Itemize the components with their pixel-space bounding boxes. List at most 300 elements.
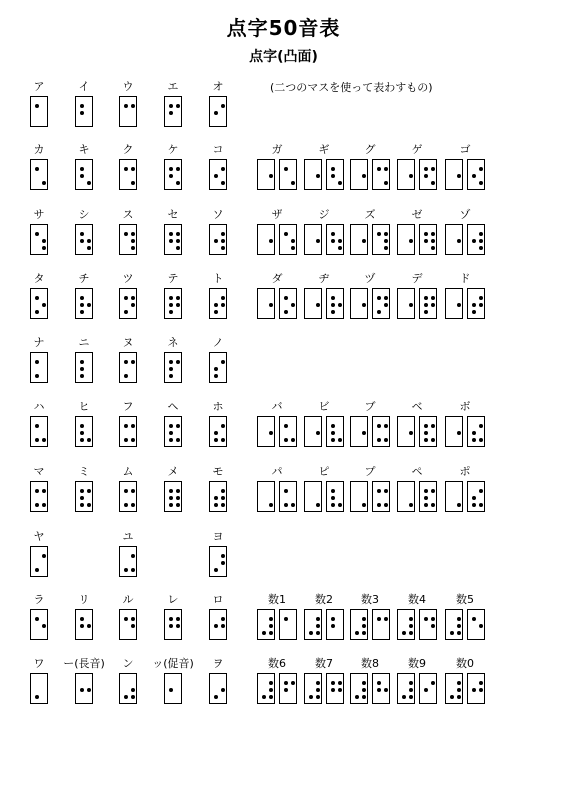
braille-dot <box>472 503 476 507</box>
braille-dot <box>424 167 428 171</box>
braille-cell <box>209 159 227 190</box>
kana-label: ゾ <box>459 208 471 221</box>
braille-cell <box>209 224 227 255</box>
kana-label: バ <box>271 400 283 413</box>
braille-dot <box>338 438 342 442</box>
braille-dot <box>338 688 342 692</box>
braille-cell <box>279 416 297 447</box>
braille-cell <box>304 673 322 704</box>
braille-dot <box>431 303 435 307</box>
braille-dot <box>87 438 91 442</box>
braille-dot <box>269 239 273 243</box>
braille-cell <box>75 159 93 190</box>
braille-dot <box>431 424 435 428</box>
braille-dot <box>479 181 483 185</box>
kana-label: ニ <box>78 336 90 349</box>
braille-dot <box>269 695 273 699</box>
braille-dot <box>284 438 288 442</box>
kana-label: ミ <box>78 465 90 478</box>
braille-cell <box>119 96 137 127</box>
braille-dot <box>479 424 483 428</box>
braille-dot <box>131 246 135 250</box>
braille-dot <box>409 681 413 685</box>
braille-dot <box>131 232 135 236</box>
braille-dot <box>214 624 218 628</box>
braille-dot <box>284 232 288 236</box>
braille-dot <box>124 232 128 236</box>
braille-dot <box>331 303 335 307</box>
braille-cell <box>30 96 48 127</box>
braille-cell <box>445 224 463 255</box>
braille-dot <box>176 489 180 493</box>
braille-dot <box>431 489 435 493</box>
kana-label: 数7 <box>315 657 333 670</box>
braille-cell <box>304 159 322 190</box>
braille-dot <box>42 624 46 628</box>
braille-cell <box>419 673 437 704</box>
braille-dot <box>424 296 428 300</box>
braille-cell <box>304 224 322 255</box>
braille-dot <box>384 232 388 236</box>
braille-dot <box>214 174 218 178</box>
braille-dot <box>87 503 91 507</box>
kana-label: 数3 <box>361 593 379 606</box>
braille-dot <box>80 360 84 364</box>
braille-dot <box>479 688 483 692</box>
braille-dot <box>221 624 225 628</box>
braille-dot <box>316 624 320 628</box>
braille-dot <box>457 503 461 507</box>
braille-dot <box>409 617 413 621</box>
braille-dot <box>221 360 225 364</box>
kana-label: ボ <box>459 400 471 413</box>
braille-dot <box>221 181 225 185</box>
braille-dot <box>316 503 320 507</box>
braille-dot <box>291 303 295 307</box>
braille-cell <box>119 352 137 383</box>
braille-cell <box>75 481 93 512</box>
braille-dot <box>291 239 295 243</box>
kana-label: 数6 <box>268 657 286 670</box>
braille-dot <box>124 617 128 621</box>
braille-dot <box>457 681 461 685</box>
braille-dot <box>80 111 84 115</box>
braille-dot <box>169 239 173 243</box>
braille-dot <box>221 503 225 507</box>
braille-dot <box>221 617 225 621</box>
kana-label: ワ <box>33 657 45 670</box>
braille-dot <box>331 239 335 243</box>
braille-cell <box>279 481 297 512</box>
braille-dot <box>377 438 381 442</box>
braille-dot <box>377 296 381 300</box>
braille-cell <box>75 288 93 319</box>
braille-dot <box>35 424 39 428</box>
braille-dot <box>176 181 180 185</box>
braille-dot <box>80 624 84 628</box>
braille-dot <box>362 303 366 307</box>
braille-cell <box>304 609 322 640</box>
braille-dot <box>169 503 173 507</box>
kana-label: コ <box>212 143 224 156</box>
braille-dot <box>176 296 180 300</box>
kana-label: カ <box>33 143 45 156</box>
braille-dot <box>424 438 428 442</box>
kana-label: イ <box>78 80 90 93</box>
braille-dot <box>131 438 135 442</box>
braille-cell <box>326 416 344 447</box>
braille-cell <box>30 288 48 319</box>
braille-cell <box>445 159 463 190</box>
braille-dot <box>35 296 39 300</box>
braille-dot <box>176 167 180 171</box>
kana-label: ハ <box>33 400 45 413</box>
kana-label: サ <box>33 208 45 221</box>
kana-label: モ <box>212 465 224 478</box>
braille-dot <box>479 303 483 307</box>
braille-dot <box>362 503 366 507</box>
braille-cell <box>257 416 275 447</box>
braille-cell <box>350 224 368 255</box>
braille-dot <box>131 303 135 307</box>
braille-dot <box>35 167 39 171</box>
braille-dot <box>409 624 413 628</box>
braille-cell <box>372 673 390 704</box>
braille-dot <box>362 431 366 435</box>
braille-dot <box>42 239 46 243</box>
kana-label: ネ <box>167 336 179 349</box>
braille-dot <box>35 489 39 493</box>
braille-dot <box>479 489 483 493</box>
braille-cell <box>372 159 390 190</box>
braille-dot <box>269 303 273 307</box>
kana-label: ウ <box>122 80 134 93</box>
braille-dot <box>176 246 180 250</box>
braille-dot <box>316 681 320 685</box>
braille-dot <box>214 111 218 115</box>
braille-dot <box>35 104 39 108</box>
braille-dot <box>124 489 128 493</box>
braille-dot <box>221 239 225 243</box>
braille-dot <box>479 167 483 171</box>
braille-dot <box>131 624 135 628</box>
braille-cell <box>304 416 322 447</box>
braille-cell <box>119 481 137 512</box>
braille-dot <box>424 688 428 692</box>
braille-dot <box>384 489 388 493</box>
braille-cell <box>30 673 48 704</box>
braille-dot <box>169 688 173 692</box>
braille-dot <box>176 303 180 307</box>
braille-cell <box>75 673 93 704</box>
braille-dot <box>124 310 128 314</box>
kana-label: パ <box>271 465 283 478</box>
braille-dot <box>169 489 173 493</box>
braille-dot <box>431 503 435 507</box>
braille-cell <box>350 288 368 319</box>
braille-cell <box>257 224 275 255</box>
kana-label: ッ(促音) <box>152 657 194 670</box>
kana-label: 数2 <box>315 593 333 606</box>
braille-dot <box>124 503 128 507</box>
braille-dot <box>316 688 320 692</box>
braille-cell <box>164 224 182 255</box>
braille-dot <box>176 239 180 243</box>
braille-cell <box>350 416 368 447</box>
braille-dot <box>309 695 313 699</box>
braille-dot <box>80 688 84 692</box>
braille-dot <box>80 303 84 307</box>
braille-dot <box>424 310 428 314</box>
braille-dot <box>384 438 388 442</box>
braille-dot <box>80 503 84 507</box>
braille-dot <box>331 424 335 428</box>
kana-label: 数5 <box>456 593 474 606</box>
braille-dot <box>284 503 288 507</box>
braille-dot <box>214 239 218 243</box>
braille-dot <box>87 239 91 243</box>
braille-dot <box>362 695 366 699</box>
braille-dot <box>316 695 320 699</box>
braille-dot <box>124 695 128 699</box>
kana-label: 数8 <box>361 657 379 670</box>
braille-dot <box>316 239 320 243</box>
braille-cell <box>372 224 390 255</box>
braille-dot <box>87 181 91 185</box>
kana-label: 数9 <box>408 657 426 670</box>
braille-dot <box>176 496 180 500</box>
braille-dot <box>355 631 359 635</box>
braille-cell <box>326 159 344 190</box>
braille-dot <box>131 489 135 493</box>
braille-dot <box>362 631 366 635</box>
braille-dot <box>42 303 46 307</box>
kana-label: ヒ <box>78 400 90 413</box>
braille-dot <box>355 695 359 699</box>
braille-cell <box>164 673 182 704</box>
braille-dot <box>331 681 335 685</box>
kana-label: グ <box>364 143 376 156</box>
braille-dot <box>169 360 173 364</box>
kana-label: ヘ <box>167 400 179 413</box>
kana-label: ナ <box>33 336 45 349</box>
braille-dot <box>424 496 428 500</box>
kana-label: ジ <box>318 208 330 221</box>
braille-dot <box>124 104 128 108</box>
braille-dot <box>409 303 413 307</box>
braille-dot <box>424 239 428 243</box>
braille-cell <box>397 224 415 255</box>
braille-dot <box>124 374 128 378</box>
braille-dot <box>221 232 225 236</box>
braille-dot <box>169 296 173 300</box>
kana-label: セ <box>167 208 179 221</box>
braille-dot <box>384 296 388 300</box>
braille-dot <box>409 174 413 178</box>
braille-cell <box>304 481 322 512</box>
braille-dot <box>384 617 388 621</box>
kana-label: フ <box>122 400 134 413</box>
braille-cell <box>350 159 368 190</box>
braille-dot <box>87 246 91 250</box>
braille-dot <box>284 688 288 692</box>
braille-dot <box>214 310 218 314</box>
braille-cell <box>419 416 437 447</box>
kana-label: ズ <box>364 208 376 221</box>
braille-dot <box>331 310 335 314</box>
braille-dot <box>42 503 46 507</box>
braille-dot <box>409 688 413 692</box>
braille-dot <box>424 303 428 307</box>
kana-label: ザ <box>271 208 283 221</box>
braille-dot <box>331 438 335 442</box>
braille-cell <box>419 288 437 319</box>
kana-label: ヲ <box>212 657 224 670</box>
braille-dot <box>362 239 366 243</box>
braille-dot <box>131 617 135 621</box>
braille-dot <box>221 296 225 300</box>
braille-dot <box>338 303 342 307</box>
braille-dot <box>457 688 461 692</box>
braille-cell <box>209 96 227 127</box>
braille-dot <box>402 631 406 635</box>
braille-dot <box>269 631 273 635</box>
braille-cell <box>326 609 344 640</box>
braille-dot <box>479 624 483 628</box>
kana-label: テ <box>167 272 179 285</box>
braille-dot <box>472 688 476 692</box>
braille-cell <box>119 288 137 319</box>
braille-dot <box>409 631 413 635</box>
braille-cell <box>257 673 275 704</box>
braille-cell <box>397 673 415 704</box>
braille-dot <box>472 438 476 442</box>
braille-dot <box>214 431 218 435</box>
braille-dot <box>377 681 381 685</box>
braille-cell <box>445 609 463 640</box>
braille-dot <box>169 310 173 314</box>
braille-dot <box>214 438 218 442</box>
kana-label: チ <box>78 272 90 285</box>
braille-dot <box>431 181 435 185</box>
kana-label: ギ <box>318 143 330 156</box>
braille-cell <box>397 481 415 512</box>
braille-dot <box>42 181 46 185</box>
braille-dot <box>291 181 295 185</box>
kana-label: ホ <box>212 400 224 413</box>
braille-dot <box>80 174 84 178</box>
kana-label: ス <box>122 208 134 221</box>
braille-cell <box>372 481 390 512</box>
braille-dot <box>221 688 225 692</box>
kana-label: ク <box>122 143 134 156</box>
kana-label: ト <box>212 272 224 285</box>
braille-dot <box>377 167 381 171</box>
braille-dot <box>331 688 335 692</box>
braille-dot <box>377 503 381 507</box>
braille-dot <box>431 232 435 236</box>
braille-dot <box>362 681 366 685</box>
braille-cell <box>119 546 137 577</box>
page-subtitle: 点字(凸面) <box>249 49 318 65</box>
kana-label: ロ <box>212 593 224 606</box>
braille-dot <box>42 554 46 558</box>
braille-dot <box>457 695 461 699</box>
braille-dot <box>309 631 313 635</box>
braille-dot <box>377 232 381 236</box>
braille-dot <box>331 503 335 507</box>
braille-dot <box>80 438 84 442</box>
braille-dot <box>284 310 288 314</box>
braille-dot <box>291 438 295 442</box>
braille-dot <box>80 296 84 300</box>
braille-dot <box>331 496 335 500</box>
braille-cell <box>30 224 48 255</box>
kana-label: ガ <box>271 143 283 156</box>
braille-dot <box>124 360 128 364</box>
braille-dot <box>176 360 180 364</box>
kana-label: ル <box>122 593 134 606</box>
braille-cell <box>75 609 93 640</box>
braille-dot <box>80 367 84 371</box>
braille-dot <box>214 367 218 371</box>
braille-dot <box>131 688 135 692</box>
braille-cell <box>445 673 463 704</box>
braille-dot <box>221 489 225 493</box>
braille-dot <box>42 246 46 250</box>
braille-cell <box>397 159 415 190</box>
braille-cell <box>467 159 485 190</box>
kana-label: リ <box>78 593 90 606</box>
braille-dot <box>131 104 135 108</box>
braille-cell <box>397 288 415 319</box>
braille-dot <box>284 489 288 493</box>
kana-label: ヌ <box>122 336 134 349</box>
braille-dot <box>176 617 180 621</box>
kana-label: ヤ <box>33 530 45 543</box>
kana-label: ペ <box>411 465 423 478</box>
braille-cell <box>372 416 390 447</box>
braille-dot <box>221 167 225 171</box>
braille-dot <box>377 489 381 493</box>
braille-cell <box>445 416 463 447</box>
braille-dot <box>269 431 273 435</box>
braille-cell <box>326 481 344 512</box>
braille-dot <box>472 310 476 314</box>
braille-dot <box>479 438 483 442</box>
braille-dot <box>479 232 483 236</box>
braille-dot <box>284 424 288 428</box>
braille-dot <box>124 438 128 442</box>
braille-dot <box>384 239 388 243</box>
braille-dot <box>291 503 295 507</box>
two-cell-note: (二つのマスを使って表わすもの) <box>270 81 433 94</box>
braille-cell <box>209 673 227 704</box>
braille-dot <box>472 174 476 178</box>
braille-cell <box>257 609 275 640</box>
braille-dot <box>316 174 320 178</box>
braille-cell <box>75 224 93 255</box>
braille-dot <box>42 489 46 493</box>
braille-dot <box>176 424 180 428</box>
braille-dot <box>35 503 39 507</box>
braille-cell <box>30 546 48 577</box>
braille-cell <box>119 609 137 640</box>
kana-label: ポ <box>459 465 471 478</box>
braille-dot <box>221 561 225 565</box>
kana-label: ヨ <box>212 530 224 543</box>
braille-dot <box>131 360 135 364</box>
